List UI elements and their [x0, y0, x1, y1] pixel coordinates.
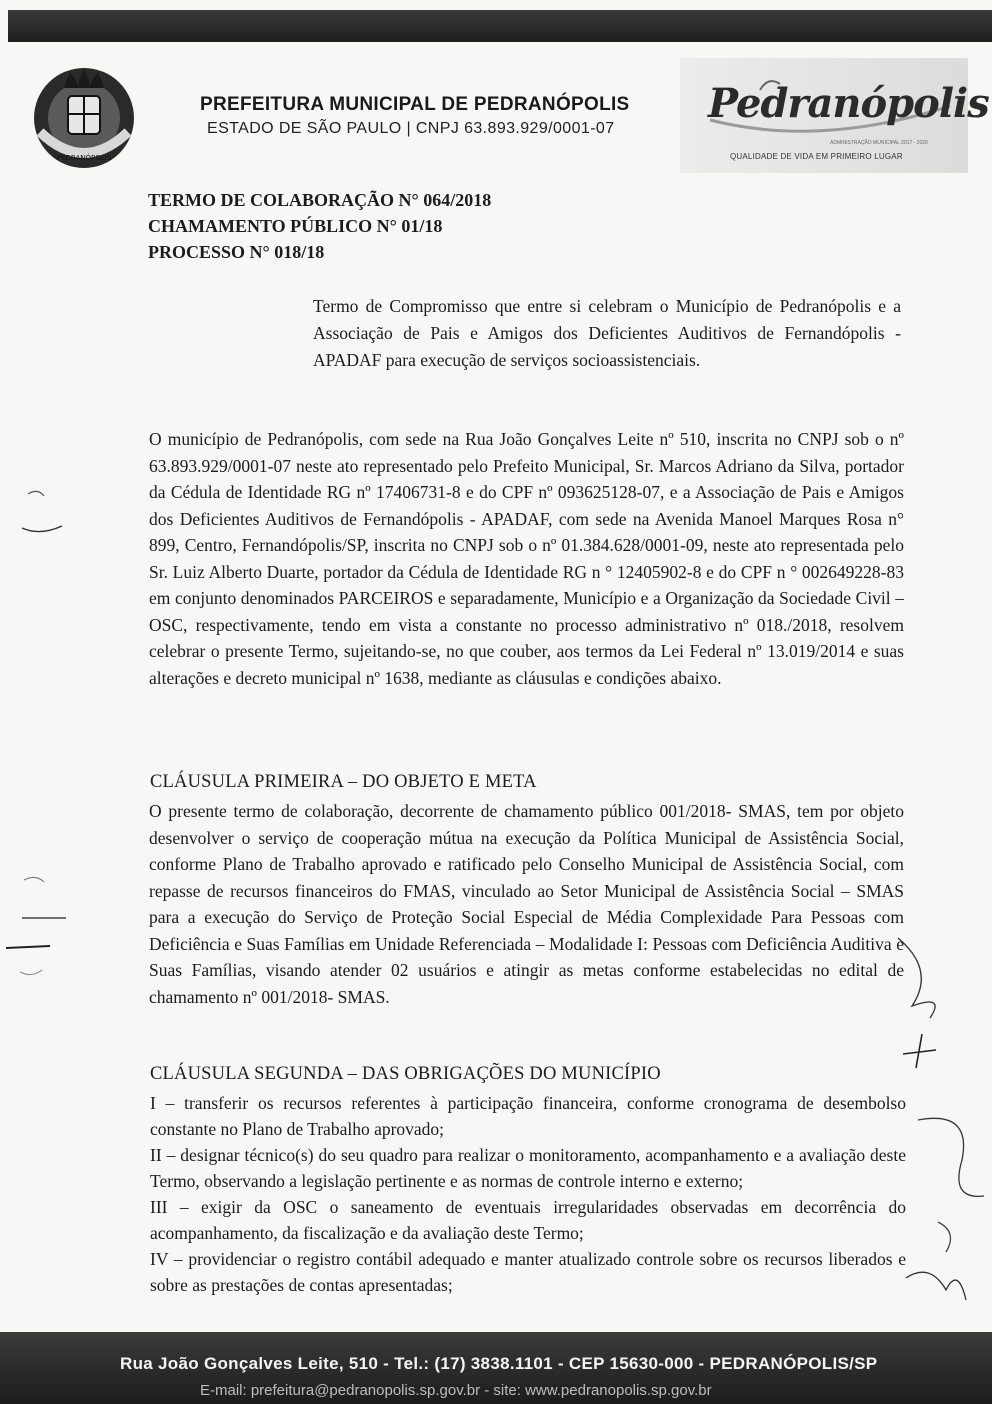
- clause-1-title: CLÁUSULA PRIMEIRA – DO OBJETO E META: [150, 772, 537, 792]
- document-abstract: Termo de Compromisso que entre si celebram o Município de Pedranópolis e a Associação de Pais e Amigos dos Deficientes Auditivos de Fernandópolis - APADAF para execução de serviços socioassistenciais.: [313, 296, 901, 370]
- clause-2-title: CLÁUSULA SEGUNDA – DAS OBRIGAÇÕES DO MUNICÍPIO: [150, 1064, 661, 1084]
- list-item: IV – providenciar o registro contábil adequado e manter atualizado controle sobre os recursos liberados e sobre as prestações de contas apresentadas;: [150, 1249, 906, 1295]
- processo-heading: PROCESSO N° 018/18: [148, 242, 325, 262]
- city-logo: [680, 58, 989, 173]
- list-item: III – exigir da OSC o saneamento de eventuais irregularidades observadas em decorrência do acompanhamento, da fiscalização e da avaliação deste Termo;: [150, 1197, 906, 1243]
- header-title: PREFEITURA MUNICIPAL DE PEDRANÓPOLIS: [200, 94, 630, 115]
- footer-address: Rua João Gonçalves Leite, 510 - Tel.: (17) 3838.1101 - CEP 15630-000 - PEDRANÓPOLIS/SP: [120, 1354, 878, 1373]
- logo-slogan: QUALIDADE DE VIDA EM PRIMEIRO LUGAR: [730, 152, 903, 161]
- chamamento-heading: CHAMAMENTO PÚBLICO N° 01/18: [148, 216, 443, 236]
- footer-bar: [0, 1332, 992, 1404]
- intro-paragraph: O município de Pedranópolis, com sede na Rua João Gonçalves Leite nº 510, inscrita no CNPJ sob o nº 63.893.929/0001-07 neste ato representado pelo Prefeito Municipal, Sr. Marcos Adriano da Silva, portador da Cédula de Identidade RG nº 17406731-8 e do CPF nº 093625128-07, e a Associação de Pais e Amigos dos Deficientes Auditivos de Fernandópolis - APADAF, com sede na Avenida Manoel Marques Rosa n° 899, Centro, Fernandópolis/SP, inscrita no CNPJ sob o nº 01.384.628/0001-09, neste ato representada pelo Sr. Luiz Alberto Duarte, portador da Cédula de Identidade RG n ° 12405902-8 e do CPF n ° 002649228-83 em conjunto denominados PARCEIROS e separadamente, Município e a Organização da Sociedade Civil – OSC, respectivamente, tendo em vista a constante no processo administrativo nº 018./2018, resolvem celebrar o presente Termo, sujeitando-se, no que couber, aos termos da Lei Federal nº 13.019/2014 e suas alterações e decreto municipal nº 1638, mediante as cláusulas e condições abaixo.: [149, 429, 904, 688]
- footer-contact: E-mail: prefeitura@pedranopolis.sp.gov.br - site: www.pedranopolis.sp.gov.br: [200, 1382, 712, 1399]
- clause-1-text: O presente termo de colaboração, decorrente de chamamento público 001/2018- SMAS, tem por objeto desenvolver o serviço de cooperação mútua na execução da Política Municipal de Assistência Social, conforme Plano de Trabalho aprovado e ratificado pelo Conselho Municipal de Assistência Social, com repasse de recursos financeiros do FMAS, vinculado ao Setor Municipal de Assistência Social – SMAS para a execução do Serviço de Proteção Social Especial de Média Complexidade Para Pessoas com Deficiência e Suas Famílias em Unidade Referenciada – Modalidade I: Pessoas com Deficiência Auditiva e Suas Famílias, visando atender 02 usuários e atingir as metas conforme estabelecidas no edital de chamamento nº 001/2018- SMAS.: [149, 801, 904, 1007]
- termo-heading: TERMO DE COLABORAÇÃO N° 064/2018: [148, 190, 492, 210]
- top-scan-bar: [8, 10, 992, 42]
- list-item: I – transferir os recursos referentes à participação financeira, conforme cronograma de desembolso constante no Plano de Trabalho aprovado;: [150, 1093, 906, 1139]
- municipal-crest-icon: [30, 62, 138, 174]
- clause-2-list: [150, 1090, 906, 1298]
- list-item: II – designar técnico(s) do seu quadro para realizar o monitoramento, acompanhamento e a avaliação deste Termo, observando a legislação pertinente e as normas de controle interno e externo;: [150, 1145, 906, 1191]
- crest-label: PEDRANÓPOLIS: [56, 154, 112, 162]
- logo-wordmark: Pedranópolis: [708, 80, 989, 127]
- header-subtitle: ESTADO DE SÃO PAULO | CNPJ 63.893.929/0001-07: [207, 120, 615, 137]
- logo-administration: ADMINISTRAÇÃO MUNICIPAL 2017 - 2020: [830, 140, 928, 146]
